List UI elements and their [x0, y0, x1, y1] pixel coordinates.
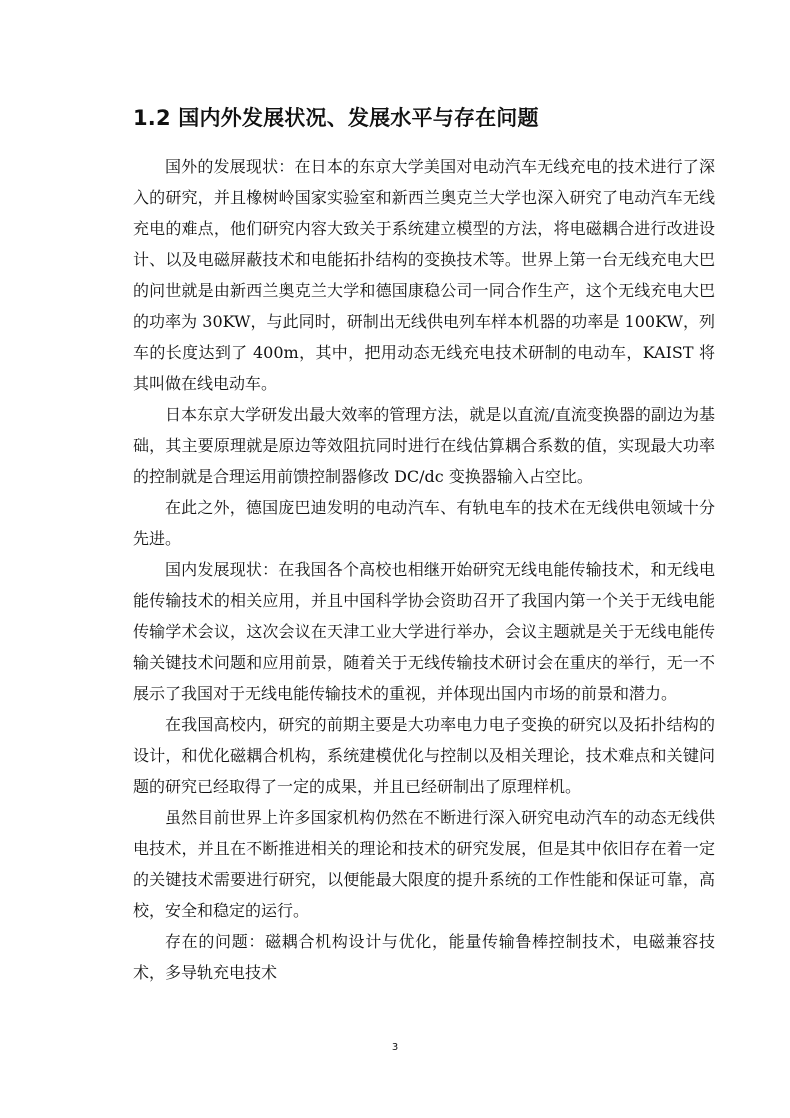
page-number: 3 — [391, 1042, 399, 1053]
section-title: 1.2 国内外发展状况、发展水平与存在问题 — [133, 106, 539, 130]
paragraph-university-research: 在我国高校内，研究的前期主要是大功率电力电子变换的研究以及拓扑结构的设计，和优化磁耦合机构，系统建模优化与控制以及相关理论，技术难点和关键问题的研究已经取得了一定的成果，并且已经研制出了原理样机。 — [133, 715, 715, 796]
paragraph-foreign-status: 国外的发展现状：在日本的东京大学美国对电动汽车无线充电的技术进行了深入的研究，并且橡树岭国家实验室和新西兰奥克兰大学也深入研究了电动汽车无线充电的难点，他们研究内容大致关于系统建立模型的方法，将电磁耦合进行改进设计、以及电磁屏蔽技术和电能拓扑结构的变换技术等。世界上第一台无线充电大巴的问世就是由新西兰奥克兰大学和德国康稳公司一同合作生产，这个无线充电大巴的功率为 30KW，与此同时，研制出无线供电列车样本机器的功率是 100KW，列车的长度达到了 400m，其中，把用动态无线充电技术研制的电动车，KAIST 将其叫做在线电动车。 — [133, 157, 715, 393]
paragraph-bombardier: 在此之外，德国庞巴迪发明的电动汽车、有轨电车的技术在无线供电领域十分先进。 — [133, 498, 715, 548]
body-text — [133, 151, 715, 988]
paragraph-existing-problems: 存在的问题：磁耦合机构设计与优化，能量传输鲁棒控制技术，电磁兼容技术，多导轨充电技术 — [133, 932, 715, 982]
paragraph-key-technologies: 虽然目前世界上许多国家机构仍然在不断进行深入研究电动汽车的动态无线供电技术，并且在不断推进相关的理论和技术的研究发展，但是其中依旧存在着一定的关键技术需要进行研究，以便能最大限度的提升系统的工作性能和保证可靠，高校，安全和稳定的运行。 — [133, 808, 715, 920]
paragraph-domestic-status: 国内发展现状：在我国各个高校也相继开始研究无线电能传输技术，和无线电能传输技术的相关应用，并且中国科学协会资助召开了我国内第一个关于无线电能传输学术会议，这次会议在天津工业大学进行举办，会议主题就是关于无线电能传输关键技术问题和应用前景，随着关于无线传输技术研讨会在重庆的举行，无一不展示了我国对于无线电能传输技术的重视，并体现出国内市场的前景和潜力。 — [133, 560, 715, 703]
paragraph-tokyo-method: 日本东京大学研发出最大效率的管理方法，就是以直流/直流变换器的副边为基础，其主要原理就是原边等效阻抗同时进行在线估算耦合系数的值，实现最大功率的控制就是合理运用前馈控制器修改 DC/dc 变换器输入占空比。 — [133, 405, 715, 486]
